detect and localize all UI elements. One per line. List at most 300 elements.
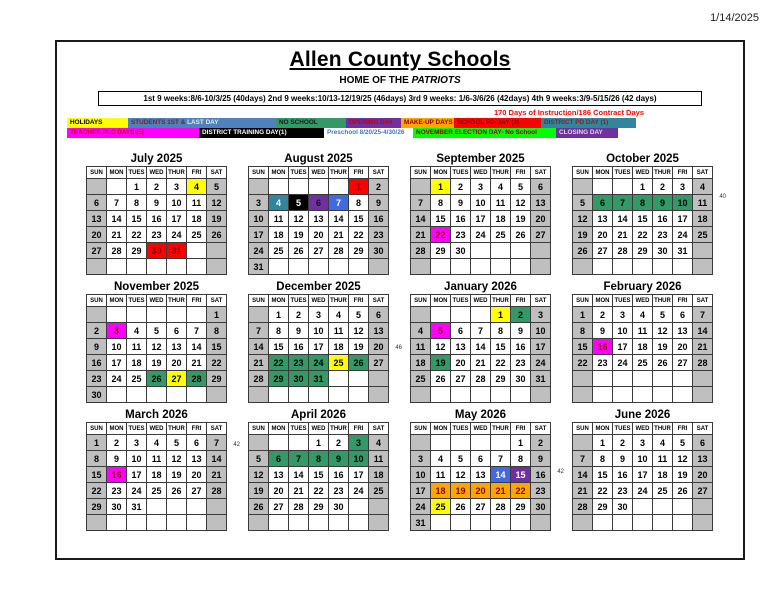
margin-note: 42 xyxy=(233,442,240,448)
day-header-fri: FRI xyxy=(187,423,207,435)
day-cell-9: 9 xyxy=(451,195,471,211)
day-cell-11: 11 xyxy=(329,323,349,339)
day-cell-5: 5 xyxy=(573,195,593,211)
day-cell-29: 29 xyxy=(87,499,107,515)
day-header-sun: SUN xyxy=(249,423,269,435)
day-cell-17: 17 xyxy=(107,355,127,371)
day-cell-1: 1 xyxy=(207,307,227,323)
day-header-wed: WED xyxy=(147,295,167,307)
day-header-tues: TUES xyxy=(451,295,471,307)
day-header-thur: THUR xyxy=(167,295,187,307)
day-cell-31: 31 xyxy=(127,499,147,515)
day-cell-20: 20 xyxy=(87,227,107,243)
day-header-tues: TUES xyxy=(613,167,633,179)
day-cell-empty xyxy=(633,499,653,515)
day-cell-empty xyxy=(269,515,289,531)
day-cell-22: 22 xyxy=(593,483,613,499)
day-cell-16: 16 xyxy=(531,467,551,483)
day-header-tues: TUES xyxy=(451,423,471,435)
day-cell-24: 24 xyxy=(531,355,551,371)
day-cell-24: 24 xyxy=(633,483,653,499)
day-cell-empty xyxy=(573,435,593,451)
day-cell-25: 25 xyxy=(269,243,289,259)
day-cell-3: 3 xyxy=(349,435,369,451)
day-cell-4: 4 xyxy=(431,451,451,467)
day-header-sun: SUN xyxy=(249,295,269,307)
day-cell-empty xyxy=(491,243,511,259)
day-cell-2: 2 xyxy=(511,307,531,323)
day-cell-6: 6 xyxy=(309,195,329,211)
day-cell-20: 20 xyxy=(673,339,693,355)
day-cell-20: 20 xyxy=(531,211,551,227)
day-cell-empty xyxy=(673,499,693,515)
day-cell-25: 25 xyxy=(431,499,451,515)
day-cell-empty xyxy=(167,307,187,323)
day-cell-empty xyxy=(87,515,107,531)
calendar-table xyxy=(248,422,389,531)
day-cell-12: 12 xyxy=(431,339,451,355)
day-header-mon: MON xyxy=(431,295,451,307)
day-cell-14: 14 xyxy=(329,211,349,227)
day-cell-17: 17 xyxy=(471,211,491,227)
day-cell-empty xyxy=(107,387,127,403)
day-cell-22: 22 xyxy=(127,227,147,243)
day-cell-15: 15 xyxy=(491,339,511,355)
month-title: April 2026 xyxy=(291,409,346,421)
day-cell-empty xyxy=(511,243,531,259)
day-cell-21: 21 xyxy=(207,467,227,483)
day-cell-1: 1 xyxy=(573,307,593,323)
day-cell-empty xyxy=(167,499,187,515)
day-cell-10: 10 xyxy=(411,467,431,483)
day-cell-27: 27 xyxy=(531,227,551,243)
day-header-tues: TUES xyxy=(289,167,309,179)
day-header-sat: SAT xyxy=(531,295,551,307)
day-cell-10: 10 xyxy=(349,451,369,467)
print-date: 1/14/2025 xyxy=(710,12,759,24)
day-cell-empty xyxy=(369,499,389,515)
day-cell-16: 16 xyxy=(653,211,673,227)
day-cell-empty xyxy=(531,387,551,403)
day-cell-30: 30 xyxy=(653,243,673,259)
day-cell-empty xyxy=(451,387,471,403)
day-header-thur: THUR xyxy=(491,167,511,179)
day-cell-7: 7 xyxy=(613,195,633,211)
day-cell-7: 7 xyxy=(207,435,227,451)
day-cell-23: 23 xyxy=(147,227,167,243)
day-cell-9: 9 xyxy=(289,323,309,339)
day-cell-6: 6 xyxy=(369,307,389,323)
day-cell-12: 12 xyxy=(207,195,227,211)
day-cell-10: 10 xyxy=(107,339,127,355)
day-cell-3: 3 xyxy=(127,435,147,451)
day-cell-22: 22 xyxy=(573,355,593,371)
day-cell-empty xyxy=(411,435,431,451)
day-cell-empty xyxy=(593,259,613,275)
day-header-fri: FRI xyxy=(187,167,207,179)
day-header-sun: SUN xyxy=(573,295,593,307)
day-cell-14: 14 xyxy=(289,467,309,483)
day-cell-28: 28 xyxy=(491,499,511,515)
day-cell-21: 21 xyxy=(411,227,431,243)
day-cell-4: 4 xyxy=(653,435,673,451)
day-cell-empty xyxy=(511,387,531,403)
day-cell-14: 14 xyxy=(573,467,593,483)
day-cell-empty xyxy=(573,259,593,275)
day-cell-2: 2 xyxy=(531,435,551,451)
day-header-mon: MON xyxy=(107,295,127,307)
day-cell-14: 14 xyxy=(693,323,713,339)
day-cell-empty xyxy=(329,371,349,387)
day-cell-24: 24 xyxy=(249,243,269,259)
day-header-sat: SAT xyxy=(207,295,227,307)
day-header-wed: WED xyxy=(633,167,653,179)
day-cell-21: 21 xyxy=(289,483,309,499)
day-cell-3: 3 xyxy=(167,179,187,195)
day-cell-26: 26 xyxy=(349,355,369,371)
subtitle-mascot: PATRIOTS xyxy=(411,75,461,86)
day-cell-8: 8 xyxy=(431,195,451,211)
day-cell-15: 15 xyxy=(207,339,227,355)
day-cell-1: 1 xyxy=(269,307,289,323)
month-title: February 2026 xyxy=(603,281,682,293)
day-header-sun: SUN xyxy=(573,167,593,179)
day-cell-10: 10 xyxy=(471,195,491,211)
legend-row-2 xyxy=(67,128,743,138)
day-cell-empty xyxy=(431,387,451,403)
day-header-fri: FRI xyxy=(673,167,693,179)
day-cell-2: 2 xyxy=(369,179,389,195)
day-cell-28: 28 xyxy=(289,499,309,515)
day-cell-8: 8 xyxy=(593,451,613,467)
day-header-thur: THUR xyxy=(329,423,349,435)
day-cell-23: 23 xyxy=(369,227,389,243)
day-cell-13: 13 xyxy=(531,195,551,211)
day-cell-4: 4 xyxy=(269,195,289,211)
day-cell-21: 21 xyxy=(573,483,593,499)
day-cell-19: 19 xyxy=(349,339,369,355)
day-cell-empty xyxy=(653,387,673,403)
day-header-fri: FRI xyxy=(511,295,531,307)
day-cell-5: 5 xyxy=(673,435,693,451)
day-cell-23: 23 xyxy=(593,355,613,371)
day-cell-18: 18 xyxy=(411,355,431,371)
day-cell-29: 29 xyxy=(207,371,227,387)
day-header-thur: THUR xyxy=(329,295,349,307)
day-cell-9: 9 xyxy=(531,451,551,467)
day-cell-14: 14 xyxy=(613,211,633,227)
day-cell-6: 6 xyxy=(531,179,551,195)
day-header-mon: MON xyxy=(107,167,127,179)
day-cell-empty xyxy=(431,435,451,451)
day-cell-28: 28 xyxy=(613,243,633,259)
day-header-wed: WED xyxy=(309,423,329,435)
day-cell-8: 8 xyxy=(633,195,653,211)
day-cell-empty xyxy=(349,387,369,403)
day-cell-16: 16 xyxy=(451,211,471,227)
day-cell-27: 27 xyxy=(167,371,187,387)
day-cell-18: 18 xyxy=(269,227,289,243)
day-cell-25: 25 xyxy=(633,355,653,371)
day-header-wed: WED xyxy=(471,295,491,307)
day-cell-30: 30 xyxy=(531,499,551,515)
day-cell-6: 6 xyxy=(269,451,289,467)
day-cell-28: 28 xyxy=(207,483,227,499)
day-cell-26: 26 xyxy=(451,499,471,515)
month-july-2025 xyxy=(86,153,227,275)
day-cell-empty xyxy=(673,371,693,387)
day-cell-26: 26 xyxy=(511,227,531,243)
day-cell-13: 13 xyxy=(369,323,389,339)
day-cell-7: 7 xyxy=(471,323,491,339)
month-april-2026 xyxy=(248,409,389,531)
day-cell-31: 31 xyxy=(167,243,187,259)
day-header-thur: THUR xyxy=(329,167,349,179)
day-cell-5: 5 xyxy=(451,451,471,467)
day-header-thur: THUR xyxy=(653,295,673,307)
day-cell-8: 8 xyxy=(207,323,227,339)
day-header-wed: WED xyxy=(633,423,653,435)
day-cell-27: 27 xyxy=(471,499,491,515)
page-title: Allen County Schools xyxy=(289,48,511,71)
calendar-table xyxy=(410,294,551,403)
day-cell-19: 19 xyxy=(673,467,693,483)
day-header-wed: WED xyxy=(633,295,653,307)
month-title: October 2025 xyxy=(606,153,679,165)
calendar-table xyxy=(410,166,551,275)
day-cell-1: 1 xyxy=(511,435,531,451)
day-cell-11: 11 xyxy=(491,195,511,211)
day-cell-2: 2 xyxy=(329,435,349,451)
day-cell-29: 29 xyxy=(349,243,369,259)
day-cell-19: 19 xyxy=(451,483,471,499)
day-cell-empty xyxy=(471,259,491,275)
day-cell-17: 17 xyxy=(309,339,329,355)
day-cell-16: 16 xyxy=(593,339,613,355)
month-title: June 2026 xyxy=(614,409,671,421)
day-cell-8: 8 xyxy=(127,195,147,211)
day-cell-20: 20 xyxy=(471,483,491,499)
day-cell-11: 11 xyxy=(269,211,289,227)
day-cell-25: 25 xyxy=(693,227,713,243)
day-cell-empty xyxy=(269,259,289,275)
day-cell-4: 4 xyxy=(633,307,653,323)
day-cell-empty xyxy=(187,387,207,403)
day-cell-empty xyxy=(289,515,309,531)
day-cell-18: 18 xyxy=(147,467,167,483)
day-cell-28: 28 xyxy=(471,371,491,387)
day-cell-8: 8 xyxy=(491,323,511,339)
day-cell-7: 7 xyxy=(289,451,309,467)
month-title: December 2025 xyxy=(276,281,361,293)
day-header-sat: SAT xyxy=(207,423,227,435)
day-cell-21: 21 xyxy=(107,227,127,243)
legend-november-election-day-no-school: NOVEMBER ELECTION DAY- No School xyxy=(413,128,556,138)
day-cell-3: 3 xyxy=(613,307,633,323)
day-header-sat: SAT xyxy=(693,295,713,307)
day-cell-empty xyxy=(369,371,389,387)
day-cell-20: 20 xyxy=(593,227,613,243)
day-header-sat: SAT xyxy=(693,167,713,179)
day-cell-26: 26 xyxy=(167,483,187,499)
legend-district-training-day-1: DISTRICT TRAINING DAY(1) xyxy=(199,128,324,138)
day-header-sat: SAT xyxy=(369,167,389,179)
day-cell-8: 8 xyxy=(269,323,289,339)
margin-note: 42 xyxy=(557,469,564,475)
day-cell-empty xyxy=(613,371,633,387)
day-cell-11: 11 xyxy=(653,451,673,467)
day-cell-2: 2 xyxy=(613,435,633,451)
calendar-table xyxy=(572,422,713,531)
calendar-table xyxy=(248,166,389,275)
day-cell-empty xyxy=(673,515,693,531)
calendar-sheet xyxy=(55,40,745,560)
day-cell-6: 6 xyxy=(693,435,713,451)
day-header-wed: WED xyxy=(471,167,491,179)
day-header-sun: SUN xyxy=(411,167,431,179)
day-cell-empty xyxy=(531,259,551,275)
day-cell-28: 28 xyxy=(249,371,269,387)
day-cell-11: 11 xyxy=(431,467,451,483)
day-header-tues: TUES xyxy=(289,423,309,435)
day-cell-28: 28 xyxy=(107,243,127,259)
day-cell-21: 21 xyxy=(329,227,349,243)
day-cell-22: 22 xyxy=(309,483,329,499)
day-cell-7: 7 xyxy=(411,195,431,211)
day-header-tues: TUES xyxy=(613,423,633,435)
day-cell-14: 14 xyxy=(249,339,269,355)
day-header-thur: THUR xyxy=(653,423,673,435)
calendar-table xyxy=(86,422,227,531)
day-cell-empty xyxy=(491,515,511,531)
day-cell-4: 4 xyxy=(127,323,147,339)
calendar-table xyxy=(248,294,389,403)
day-cell-9: 9 xyxy=(511,323,531,339)
day-cell-1: 1 xyxy=(593,435,613,451)
day-cell-4: 4 xyxy=(411,323,431,339)
day-cell-17: 17 xyxy=(531,339,551,355)
day-cell-17: 17 xyxy=(633,467,653,483)
day-cell-27: 27 xyxy=(187,483,207,499)
day-header-fri: FRI xyxy=(187,295,207,307)
day-cell-20: 20 xyxy=(187,467,207,483)
day-cell-30: 30 xyxy=(511,371,531,387)
day-cell-7: 7 xyxy=(187,323,207,339)
day-cell-empty xyxy=(693,515,713,531)
day-cell-25: 25 xyxy=(369,483,389,499)
day-cell-10: 10 xyxy=(249,211,269,227)
day-header-wed: WED xyxy=(309,295,329,307)
day-cell-empty xyxy=(107,307,127,323)
day-cell-29: 29 xyxy=(511,499,531,515)
day-cell-24: 24 xyxy=(127,483,147,499)
day-cell-26: 26 xyxy=(573,243,593,259)
day-cell-18: 18 xyxy=(491,211,511,227)
day-cell-13: 13 xyxy=(593,211,613,227)
day-header-mon: MON xyxy=(431,167,451,179)
day-cell-12: 12 xyxy=(451,467,471,483)
day-cell-empty xyxy=(329,515,349,531)
legend-students-1st-last-day xyxy=(128,118,276,128)
day-cell-empty xyxy=(349,259,369,275)
day-cell-18: 18 xyxy=(633,339,653,355)
day-cell-empty xyxy=(491,387,511,403)
day-cell-12: 12 xyxy=(349,323,369,339)
day-cell-empty xyxy=(511,515,531,531)
day-header-fri: FRI xyxy=(349,167,369,179)
legend-opening-day: OPENING DAY xyxy=(346,118,401,128)
day-header-fri: FRI xyxy=(511,167,531,179)
day-cell-26: 26 xyxy=(249,499,269,515)
day-cell-4: 4 xyxy=(491,179,511,195)
month-title: September 2025 xyxy=(436,153,525,165)
day-cell-12: 12 xyxy=(573,211,593,227)
day-header-sat: SAT xyxy=(531,423,551,435)
day-cell-8: 8 xyxy=(573,323,593,339)
day-cell-2: 2 xyxy=(451,179,471,195)
day-header-tues: TUES xyxy=(613,295,633,307)
day-cell-5: 5 xyxy=(207,179,227,195)
day-cell-26: 26 xyxy=(207,227,227,243)
day-cell-24: 24 xyxy=(107,371,127,387)
day-cell-empty xyxy=(633,515,653,531)
day-cell-15: 15 xyxy=(511,467,531,483)
day-header-mon: MON xyxy=(107,423,127,435)
month-title: January 2026 xyxy=(444,281,517,293)
month-february-2026 xyxy=(572,281,713,403)
day-cell-empty xyxy=(207,243,227,259)
day-cell-19: 19 xyxy=(167,467,187,483)
day-cell-17: 17 xyxy=(167,211,187,227)
day-cell-empty xyxy=(107,179,127,195)
day-cell-10: 10 xyxy=(167,195,187,211)
day-cell-16: 16 xyxy=(289,339,309,355)
day-cell-26: 26 xyxy=(653,355,673,371)
day-cell-22: 22 xyxy=(349,227,369,243)
day-header-sat: SAT xyxy=(693,423,713,435)
day-cell-21: 21 xyxy=(187,355,207,371)
day-cell-27: 27 xyxy=(693,483,713,499)
day-cell-1: 1 xyxy=(491,307,511,323)
month-title: May 2026 xyxy=(454,409,507,421)
day-cell-18: 18 xyxy=(653,467,673,483)
margin-note: 46 xyxy=(395,345,402,351)
day-cell-15: 15 xyxy=(309,467,329,483)
day-header-tues: TUES xyxy=(127,423,147,435)
day-cell-9: 9 xyxy=(329,451,349,467)
day-cell-empty xyxy=(451,307,471,323)
day-cell-11: 11 xyxy=(147,451,167,467)
day-cell-empty xyxy=(167,387,187,403)
day-cell-21: 21 xyxy=(491,483,511,499)
day-cell-empty xyxy=(87,179,107,195)
day-cell-13: 13 xyxy=(187,451,207,467)
day-cell-15: 15 xyxy=(593,467,613,483)
day-cell-empty xyxy=(653,259,673,275)
day-cell-empty xyxy=(187,307,207,323)
day-cell-empty xyxy=(693,243,713,259)
day-cell-2: 2 xyxy=(653,179,673,195)
day-cell-empty xyxy=(309,179,329,195)
day-cell-empty xyxy=(573,387,593,403)
day-cell-26: 26 xyxy=(147,371,167,387)
day-cell-30: 30 xyxy=(87,387,107,403)
day-cell-22: 22 xyxy=(431,227,451,243)
day-header-thur: THUR xyxy=(167,423,187,435)
day-cell-empty xyxy=(613,387,633,403)
day-cell-empty xyxy=(187,259,207,275)
day-cell-13: 13 xyxy=(167,339,187,355)
